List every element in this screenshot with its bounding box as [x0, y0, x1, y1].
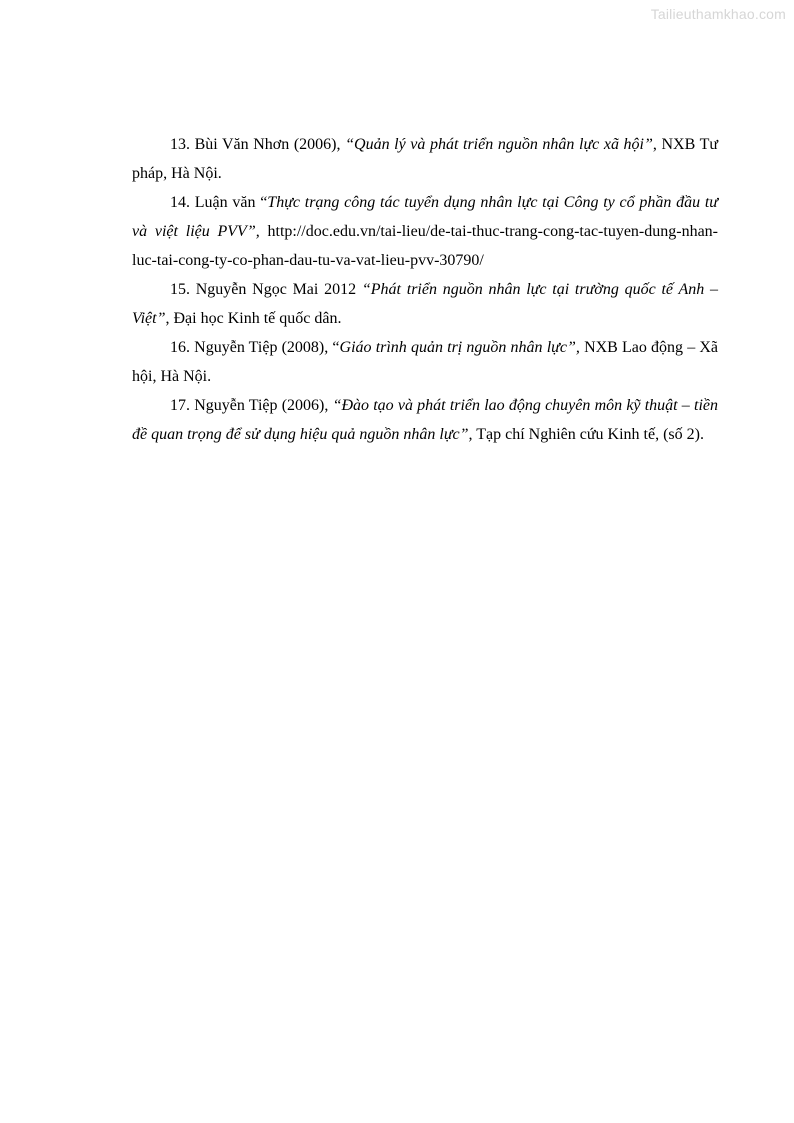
watermark-text: Tailieuthamkhao.com: [650, 6, 786, 22]
reference-author: 14. Luận văn “: [170, 194, 268, 211]
reference-title: “Phát triển nguồn nhân lực tại trường quốc tế Anh – Việt”: [132, 281, 718, 327]
reference-item: [132, 391, 718, 449]
reference-source: NXB Lao động – Xã hội, Hà Nội.: [132, 339, 719, 385]
reference-source: , Đại học Kinh tế quốc dân.: [165, 310, 342, 327]
reference-item: [132, 333, 718, 391]
reference-item: [132, 275, 718, 333]
reference-title: “Quản lý và phát triển nguồn nhân lực xã hội”: [345, 136, 653, 153]
reference-title: Thực trạng công tác tuyển dụng nhân lực tại Công ty cổ phần đầu tư và việt liệu PVV”,: [132, 194, 718, 240]
reference-author: 13. Bùi Văn Nhơn (2006),: [170, 136, 346, 153]
reference-author: 16. Nguyễn Tiệp (2008), “: [170, 339, 340, 356]
reference-title: “Đào tạo và phát triển lao động chuyên môn kỹ thuật – tiền đề quan trọng để sử dụng hiệu quả nguồn nhân lực”,: [132, 397, 718, 443]
reference-item: [132, 188, 718, 275]
reference-source: Tạp chí Nghiên cứu Kinh tế, (số 2).: [472, 426, 704, 443]
reference-author: 15. Nguyễn Ngọc Mai 2012: [170, 281, 362, 298]
reference-source: http://doc.edu.vn/tai-lieu/de-tai-thuc-trang-cong-tac-tuyen-dung-nhan-luc-tai-cong-ty-co-phan-dau-tu-va-vat-lieu-pvv-30790/: [132, 223, 719, 269]
reference-item: [132, 130, 718, 188]
reference-title: Giáo trình quản trị nguồn nhân lực”,: [339, 339, 580, 356]
reference-source: , NXB Tư pháp, Hà Nội.: [132, 136, 719, 182]
reference-author: 17. Nguyễn Tiệp (2006),: [170, 397, 333, 414]
reference-list: [132, 130, 718, 449]
